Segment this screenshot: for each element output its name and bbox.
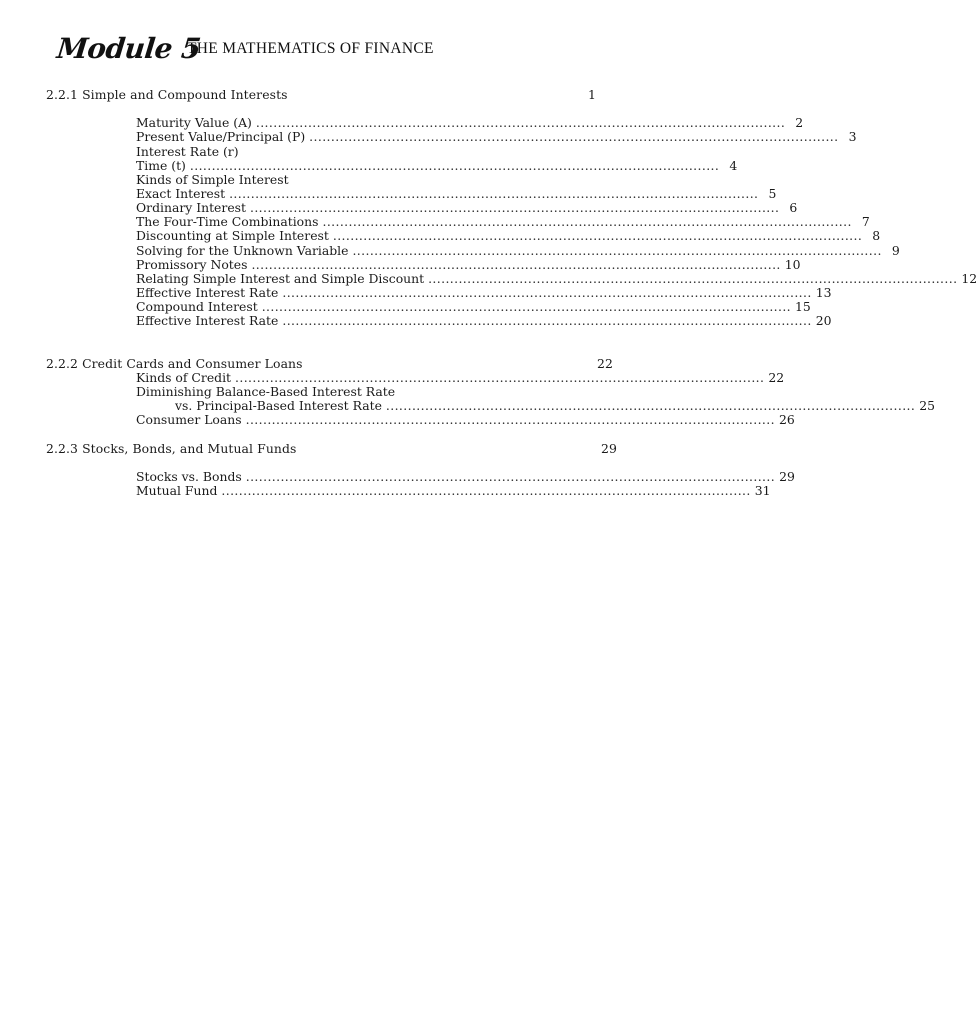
toc-entry-page: 22 [768,370,785,385]
leader-dots: .......................................................................................................................... [322,214,852,229]
toc-entry-label: Kinds of Simple Interest [136,172,289,187]
toc-entry-label: vs. Principal-Based Interest Rate [175,398,382,413]
toc-entry-label: Interest Rate (r) [136,144,239,159]
section-page-2-2-2: 22 [597,356,613,371]
toc-entry-page: 29 [779,469,795,484]
leader-dots: .......................................................................................................................... [282,313,812,328]
toc-entry [136,158,738,173]
toc-entry [136,174,596,186]
toc-entry [136,285,832,300]
toc-entry [136,186,777,201]
toc-entry-page: 25 [919,398,935,413]
leader-dots: .......................................................................................................................... [255,115,786,130]
toc-entry-page: 12 [961,271,977,286]
toc-entry [136,412,795,427]
toc-entry [136,214,870,229]
section-page-2-2-1: 1 [588,87,596,102]
toc-entry [136,271,977,286]
toc-entry-label: Ordinary Interest [136,200,246,215]
toc-entry-label: Stocks vs. Bonds [136,469,242,484]
toc-entry-label: Exact Interest [136,186,226,201]
leader-dots: .......................................................................................................................... [251,257,781,272]
toc-entry-label: Solving for the Unknown Variable [136,243,349,258]
toc-entry-label: Discounting at Simple Interest [136,228,329,243]
toc-entry [136,299,811,314]
toc-entry [136,483,771,498]
leader-dots: .......................................................................................................................... [245,469,776,484]
toc-entry-page: 3 [848,129,857,144]
toc-entry-label: Diminishing Balance-Based Interest Rate [136,384,396,399]
toc-entry-label: Time (t) [136,158,186,173]
toc-entry-label: Present Value/Principal (P) [136,129,306,144]
toc-entry-label: Consumer Loans [136,412,242,427]
toc-entry-page: 26 [778,412,795,427]
section-title-2-2-3: 2.2.3 Stocks, Bonds, and Mutual Funds [46,441,297,456]
leader-dots: .......................................................................................................................... [428,271,958,286]
toc-entry-label: Promissory Notes [136,257,248,272]
toc-entry [175,398,935,413]
leader-dots: .......................................................................................................................... [221,483,751,498]
leader-dots: .......................................................................................................................... [245,412,775,427]
toc-entry-page: 2 [795,115,804,130]
toc-entry-page: 13 [815,285,832,300]
toc-entry [136,129,857,144]
module-mark: Module 5 [55,32,203,65]
toc-entry-page: 4 [729,158,738,173]
toc-entry-page: 9 [891,243,900,258]
leader-dots: .......................................................................................................................... [282,285,812,300]
toc-entry [136,115,804,130]
toc-entry-label: Mutual Fund [136,483,218,498]
leader-dots: .......................................................................................................................... [332,228,863,243]
section-title-2-2-1: 2.2.1 Simple and Compound Interests [46,87,288,102]
toc-entry-label: Effective Interest Rate [136,313,279,328]
toc-entry-label: Compound Interest [136,299,258,314]
toc-entry-page: 6 [789,200,798,215]
leader-dots: .......................................................................................................................... [235,370,765,385]
toc-entry [136,257,801,272]
leader-dots: .......................................................................................................................... [250,200,780,215]
leader-dots: .......................................................................................................................... [229,186,759,201]
toc-entry-label: Effective Interest Rate [136,285,279,300]
toc-entry-page: 10 [784,257,801,272]
toc-entry [136,200,798,215]
toc-entry-page: 5 [768,186,777,201]
page-title: THE MATHEMATICS OF FINANCE [187,40,434,57]
toc-entry-label: Maturity Value (A) [136,115,252,130]
leader-dots: .......................................................................................................................... [385,398,916,413]
toc-entry-page: 20 [815,313,832,328]
leader-dots: .......................................................................................................................... [261,299,792,314]
toc-entry-label: Kinds of Credit [136,370,232,385]
toc-entry-page: 8 [872,228,881,243]
leader-dots: .......................................................................................................................... [352,243,882,258]
toc-entry-page: 15 [795,299,811,314]
toc-entry [136,243,900,258]
toc-entry [136,469,795,484]
leader-dots: .......................................................................................................................... [309,129,839,144]
toc-entry [136,228,881,243]
section-title-2-2-2: 2.2.2 Credit Cards and Consumer Loans [46,356,303,371]
toc-entry-page: 7 [861,214,870,229]
toc-entry-label: The Four-Time Combinations [136,214,319,229]
toc-entry [136,370,785,385]
toc-entry-page: 31 [754,483,771,498]
toc-entry [136,313,832,328]
toc-entry [136,386,616,398]
section-page-2-2-3: 29 [601,441,617,456]
leader-dots: .......................................................................................................................... [189,158,720,173]
toc-entry [136,146,596,158]
toc-entry-label: Relating Simple Interest and Simple Discount [136,271,425,286]
